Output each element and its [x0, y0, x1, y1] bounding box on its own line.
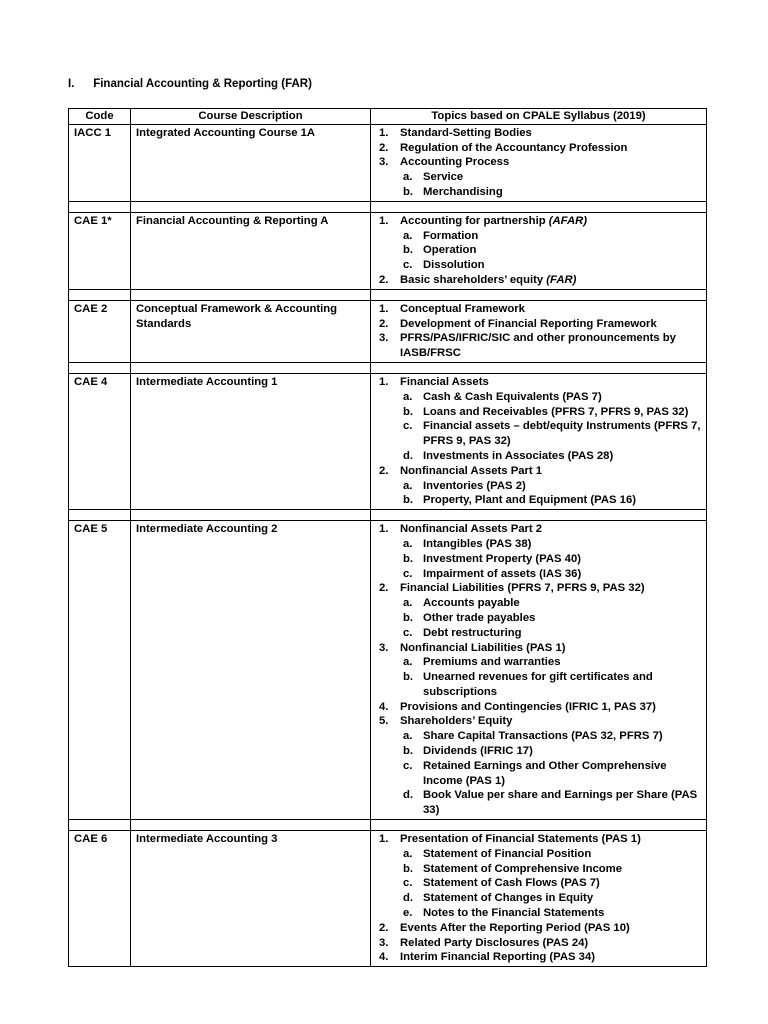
subtopic-text: Premiums and warranties [423, 656, 561, 669]
subtopic-item [400, 185, 701, 200]
topic-text: Development of Financial Reporting Framework [400, 317, 657, 330]
subtopic-text: Inventories (PAS 2) [423, 479, 526, 492]
topic-item [376, 464, 701, 508]
course-description: Integrated Accounting Course 1A [131, 124, 371, 201]
subtopic-text: Share Capital Transactions (PAS 32, PFRS 7) [423, 730, 663, 743]
subtopic-item [400, 655, 701, 670]
subtopic-text: Service [423, 171, 464, 184]
subtopic-text: Formation [423, 229, 479, 242]
spacer-row [69, 820, 707, 831]
subtopic-item [400, 479, 701, 494]
topic-marker: 2. [379, 464, 389, 477]
course-description: Intermediate Accounting 2 [131, 521, 371, 820]
topic-marker: 2. [379, 582, 389, 595]
course-code: IACC 1 [69, 124, 131, 201]
spacer-cell [69, 201, 131, 212]
subtopic-item [400, 744, 701, 759]
course-code: CAE 6 [69, 831, 131, 967]
topic-item [376, 641, 701, 700]
topic-marker: 1. [379, 375, 389, 388]
subtopic-text: Debt restructuring [423, 626, 522, 639]
topic-text: Nonfinancial Liabilities (PAS 1) [400, 641, 566, 654]
topic-marker: 1. [379, 126, 389, 139]
topic-marker: 2. [379, 141, 389, 154]
topic-item [376, 155, 701, 199]
topic-text: Financial Assets [400, 375, 489, 388]
subtopic-item [400, 537, 701, 552]
spacer-cell [69, 510, 131, 521]
subtopic-item [400, 552, 701, 567]
subtopic-list [400, 390, 701, 464]
subtopic-marker: b. [403, 611, 414, 624]
spacer-row [69, 289, 707, 300]
topic-item [376, 273, 701, 288]
header-topics: Topics based on CPALE Syllabus (2019) [371, 109, 707, 125]
subtopic-list [400, 847, 701, 921]
topic-item [376, 214, 701, 273]
spacer-cell [69, 362, 131, 373]
topic-text: Provisions and Contingencies (IFRIC 1, PAS 37) [400, 700, 656, 713]
subtopic-text: Impairment of assets (IAS 36) [423, 567, 582, 580]
subtopic-marker: b. [403, 494, 414, 507]
subtopic-item [400, 788, 701, 818]
spacer-cell [131, 362, 371, 373]
subtopic-marker: c. [403, 420, 413, 433]
spacer-row [69, 201, 707, 212]
subtopic-item [400, 862, 701, 877]
course-description: Intermediate Accounting 3 [131, 831, 371, 967]
subtopic-text: Cash & Cash Equivalents (PAS 7) [423, 390, 602, 403]
subtopic-marker: b. [403, 862, 414, 875]
course-topics [371, 831, 707, 967]
subtopic-text: Dissolution [423, 259, 485, 272]
topic-item [376, 302, 701, 317]
topic-marker: 2. [379, 273, 389, 286]
subtopic-marker: a. [403, 171, 413, 184]
subtopic-item [400, 449, 701, 464]
topic-item [376, 714, 701, 818]
subtopic-marker: b. [403, 552, 414, 565]
course-row [69, 300, 707, 362]
topic-marker: 1. [379, 833, 389, 846]
course-code: CAE 1* [69, 212, 131, 289]
subtopic-marker: c. [403, 759, 413, 772]
subtopic-marker: a. [403, 479, 413, 492]
subtopic-list [400, 229, 701, 273]
subtopic-item [400, 243, 701, 258]
subtopic-item [400, 626, 701, 641]
course-row [69, 124, 707, 201]
topic-item [376, 581, 701, 640]
topic-marker: 1. [379, 302, 389, 315]
subtopic-item [400, 670, 701, 700]
subtopic-item [400, 390, 701, 405]
subtopic-item [400, 229, 701, 244]
subtopic-marker: a. [403, 537, 413, 550]
course-row [69, 373, 707, 509]
course-code: CAE 5 [69, 521, 131, 820]
subtopic-marker: c. [403, 567, 413, 580]
subtopic-item [400, 567, 701, 582]
subtopic-text: Investment Property (PAS 40) [423, 552, 581, 565]
topic-item [376, 700, 701, 715]
topic-marker: 4. [379, 700, 389, 713]
topic-text: Accounting Process [400, 156, 510, 169]
topic-marker: 2. [379, 921, 389, 934]
subtopic-marker: c. [403, 259, 413, 272]
course-row [69, 212, 707, 289]
topic-text: Standard-Setting Bodies [400, 126, 532, 139]
subtopic-marker: c. [403, 877, 413, 890]
subtopic-text: Financial assets – debt/equity Instruments (PFRS 7, PFRS 9, PAS 32) [423, 420, 701, 448]
subtopic-item [400, 906, 701, 921]
topic-list [376, 214, 701, 288]
subtopic-text: Book Value per share and Earnings per Share (PAS 33) [423, 789, 698, 817]
subtopic-text: Operation [423, 244, 477, 257]
topic-list [376, 126, 701, 200]
spacer-cell [69, 289, 131, 300]
subtopic-text: Intangibles (PAS 38) [423, 537, 532, 550]
spacer-cell [371, 362, 707, 373]
subtopic-marker: d. [403, 449, 414, 462]
topic-text: Presentation of Financial Statements (PAS 1) [400, 833, 641, 846]
topic-text: Related Party Disclosures (PAS 24) [400, 936, 589, 949]
spacer-row [69, 510, 707, 521]
course-description: Conceptual Framework & Accounting Standards [131, 300, 371, 362]
subtopic-marker: a. [403, 390, 413, 403]
topic-marker: 3. [379, 156, 389, 169]
subtopic-list [400, 655, 701, 699]
spacer-cell [371, 201, 707, 212]
subtopic-marker: b. [403, 185, 414, 198]
subtopic-item [400, 847, 701, 862]
topic-item [376, 126, 701, 141]
topic-item [376, 317, 701, 332]
spacer-cell [131, 820, 371, 831]
subtopic-marker: b. [403, 671, 414, 684]
section-heading [68, 78, 312, 90]
topic-item [376, 375, 701, 464]
subtopic-text: Investments in Associates (PAS 28) [423, 449, 614, 462]
course-row [69, 521, 707, 820]
subtopic-item [400, 170, 701, 185]
course-topics [371, 124, 707, 201]
topic-list [376, 522, 701, 818]
spacer-cell [371, 820, 707, 831]
spacer-cell [131, 289, 371, 300]
topic-item [376, 141, 701, 156]
topic-text: Nonfinancial Assets Part 2 [400, 523, 543, 536]
spacer-cell [371, 510, 707, 521]
topic-list [376, 832, 701, 965]
subtopic-item [400, 876, 701, 891]
subtopic-text: Notes to the Financial Statements [423, 907, 605, 920]
subtopic-item [400, 419, 701, 449]
subtopic-marker: c. [403, 626, 413, 639]
spacer-cell [69, 820, 131, 831]
subtopic-list [400, 729, 701, 818]
subtopic-list [400, 596, 701, 640]
subtopic-item [400, 611, 701, 626]
spacer-row [69, 362, 707, 373]
table-body [69, 124, 707, 966]
course-code: CAE 4 [69, 373, 131, 509]
course-row [69, 831, 707, 967]
topic-text: Nonfinancial Assets Part 1 [400, 464, 543, 477]
spacer-cell [131, 201, 371, 212]
course-description: Intermediate Accounting 1 [131, 373, 371, 509]
subtopic-text: Other trade payables [423, 611, 536, 624]
section-number: I. [68, 78, 75, 90]
topic-item [376, 921, 701, 936]
subtopic-marker: b. [403, 244, 414, 257]
header-description: Course Description [131, 109, 371, 125]
subtopic-item [400, 891, 701, 906]
topic-item [376, 832, 701, 921]
subtopic-text: Loans and Receivables (PFRS 7, PFRS 9, PAS 32) [423, 405, 689, 418]
subtopic-marker: a. [403, 597, 413, 610]
subtopic-list [400, 479, 701, 509]
subtopic-list [400, 170, 701, 200]
topic-text: Interim Financial Reporting (PAS 34) [400, 951, 596, 964]
course-topics [371, 521, 707, 820]
table-header-row [69, 109, 707, 125]
course-topics [371, 212, 707, 289]
topic-marker: 5. [379, 715, 389, 728]
subtopic-marker: a. [403, 730, 413, 743]
topic-text: Events After the Reporting Period (PAS 10) [400, 921, 630, 934]
subtopic-text: Statement of Changes in Equity [423, 892, 594, 905]
topic-marker: 1. [379, 214, 389, 227]
subtopic-text: Statement of Comprehensive Income [423, 862, 622, 875]
topic-marker: 3. [379, 332, 389, 345]
topic-item [376, 331, 701, 361]
subtopic-marker: d. [403, 892, 414, 905]
section-title: Financial Accounting & Reporting (FAR) [93, 78, 312, 90]
subtopic-item [400, 405, 701, 420]
syllabus-table [68, 108, 707, 967]
subtopic-text: Property, Plant and Equipment (PAS 16) [423, 494, 636, 507]
topic-text: Financial Liabilities (PFRS 7, PFRS 9, PAS 32) [400, 582, 645, 595]
topic-marker: 1. [379, 523, 389, 536]
subtopic-item [400, 759, 701, 789]
topic-marker: 4. [379, 951, 389, 964]
course-description: Financial Accounting & Reporting A [131, 212, 371, 289]
topic-marker: 3. [379, 641, 389, 654]
header-code: Code [69, 109, 131, 125]
subtopic-marker: a. [403, 229, 413, 242]
subtopic-item [400, 729, 701, 744]
subtopic-text: Unearned revenues for gift certificates and subscriptions [423, 671, 653, 698]
topic-item [376, 936, 701, 951]
spacer-cell [371, 289, 707, 300]
course-topics [371, 300, 707, 362]
subtopic-text: Statement of Cash Flows (PAS 7) [423, 877, 600, 890]
subtopic-marker: a. [403, 656, 413, 669]
topic-list [376, 302, 701, 361]
topic-text: Accounting for partnership [400, 214, 549, 227]
subtopic-marker: b. [403, 405, 414, 418]
topic-note: (FAR) [546, 273, 577, 286]
subtopic-marker: e. [403, 907, 413, 920]
subtopic-marker: a. [403, 847, 413, 860]
course-topics [371, 373, 707, 509]
spacer-cell [131, 510, 371, 521]
subtopic-marker: b. [403, 745, 414, 758]
subtopic-item [400, 493, 701, 508]
topic-marker: 2. [379, 317, 389, 330]
subtopic-item [400, 258, 701, 273]
subtopic-text: Statement of Financial Position [423, 847, 592, 860]
topic-text: Shareholders’ Equity [400, 715, 513, 728]
topic-item [376, 522, 701, 581]
subtopic-text: Dividends (IFRIC 17) [423, 745, 533, 758]
topic-text: Basic shareholders’ equity [400, 273, 547, 286]
subtopic-text: Retained Earnings and Other Comprehensive Income (PAS 1) [423, 759, 667, 787]
subtopic-item [400, 596, 701, 611]
subtopic-text: Accounts payable [423, 597, 520, 610]
topic-list [376, 375, 701, 508]
topic-marker: 3. [379, 936, 389, 949]
topic-text: Regulation of the Accountancy Profession [400, 141, 628, 154]
topic-note: (AFAR) [548, 214, 588, 227]
topic-text: Conceptual Framework [400, 302, 525, 315]
subtopic-text: Merchandising [423, 185, 503, 198]
course-code: CAE 2 [69, 300, 131, 362]
subtopic-list [400, 537, 701, 581]
subtopic-marker: d. [403, 789, 414, 802]
topic-item [376, 950, 701, 965]
topic-text: PFRS/PAS/IFRIC/SIC and other pronouncements by IASB/FRSC [400, 332, 676, 360]
